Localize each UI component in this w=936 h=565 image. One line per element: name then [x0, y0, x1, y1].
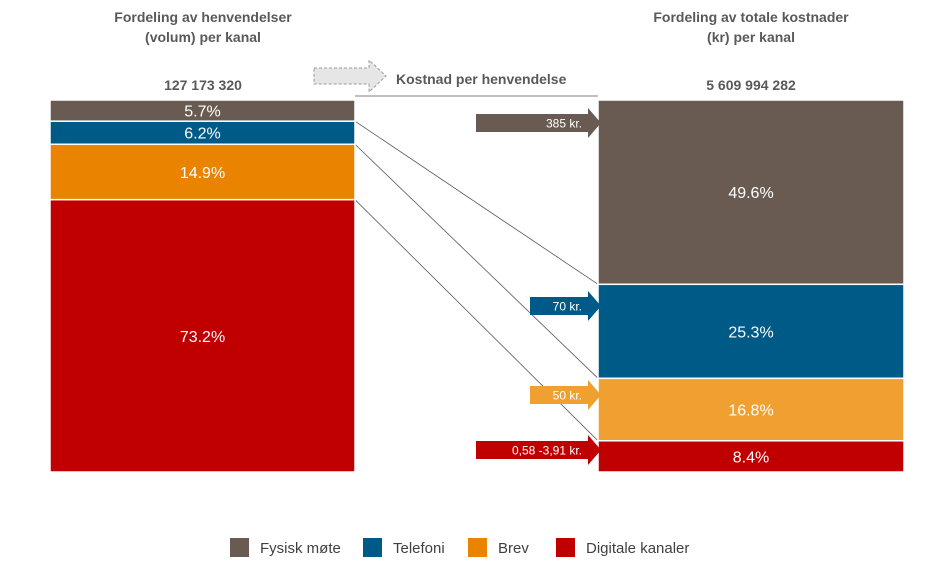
- connector-line-3: [355, 200, 598, 441]
- price-label-brev: 50 kr.: [552, 388, 582, 403]
- price-label-fysisk-mote: 385 kr.: [545, 116, 582, 131]
- price-label-telefoni: 70 kr.: [552, 299, 582, 314]
- left-title-line1: Fordeling av henvendelser: [114, 9, 292, 25]
- right-segment-label-digitale-kanaler: 8.4%: [732, 449, 770, 467]
- legend-label-brev: Brev: [498, 540, 529, 557]
- right-segment-label-fysisk-mote: 49.6%: [728, 185, 774, 203]
- right-segment-label-telefoni: 25.3%: [728, 324, 774, 342]
- legend-swatch-digitale-kanaler: [556, 538, 575, 557]
- right-total-label: 5 609 994 282: [706, 77, 796, 93]
- legend-label-telefoni: Telefoni: [393, 540, 445, 557]
- connector-line-1: [355, 121, 598, 284]
- price-label-digitale-kanaler: 0,58 -3,91 kr.: [511, 443, 582, 458]
- legend-swatch-brev: [468, 538, 487, 557]
- header-arrow-icon: [314, 60, 386, 92]
- left-total-label: 127 173 320: [164, 77, 242, 93]
- right-segment-label-brev: 16.8%: [728, 402, 774, 420]
- left-title-line2: (volum) per kanal: [145, 29, 261, 45]
- legend-label-digitale-kanaler: Digitale kanaler: [586, 540, 690, 557]
- left-segment-label-telefoni: 6.2%: [184, 125, 221, 143]
- legend-swatch-fysisk-mote: [230, 538, 249, 557]
- left-segment-label-fysisk-mote: 5.7%: [184, 103, 221, 121]
- left-segment-label-brev: 14.9%: [179, 164, 226, 182]
- right-title-line1: Fordeling av totale kostnader: [653, 9, 849, 25]
- price-arrow-icon-fysisk-mote: [476, 108, 601, 138]
- connector-line-2: [355, 144, 598, 378]
- right-title-line2: (kr) per kanal: [707, 29, 795, 45]
- middle-label: Kostnad per henvendelse: [396, 71, 567, 87]
- legend-swatch-telefoni: [363, 538, 382, 557]
- legend-label-fysisk-mote: Fysisk møte: [260, 540, 341, 557]
- left-segment-label-digitale-kanaler: 73.2%: [179, 328, 226, 346]
